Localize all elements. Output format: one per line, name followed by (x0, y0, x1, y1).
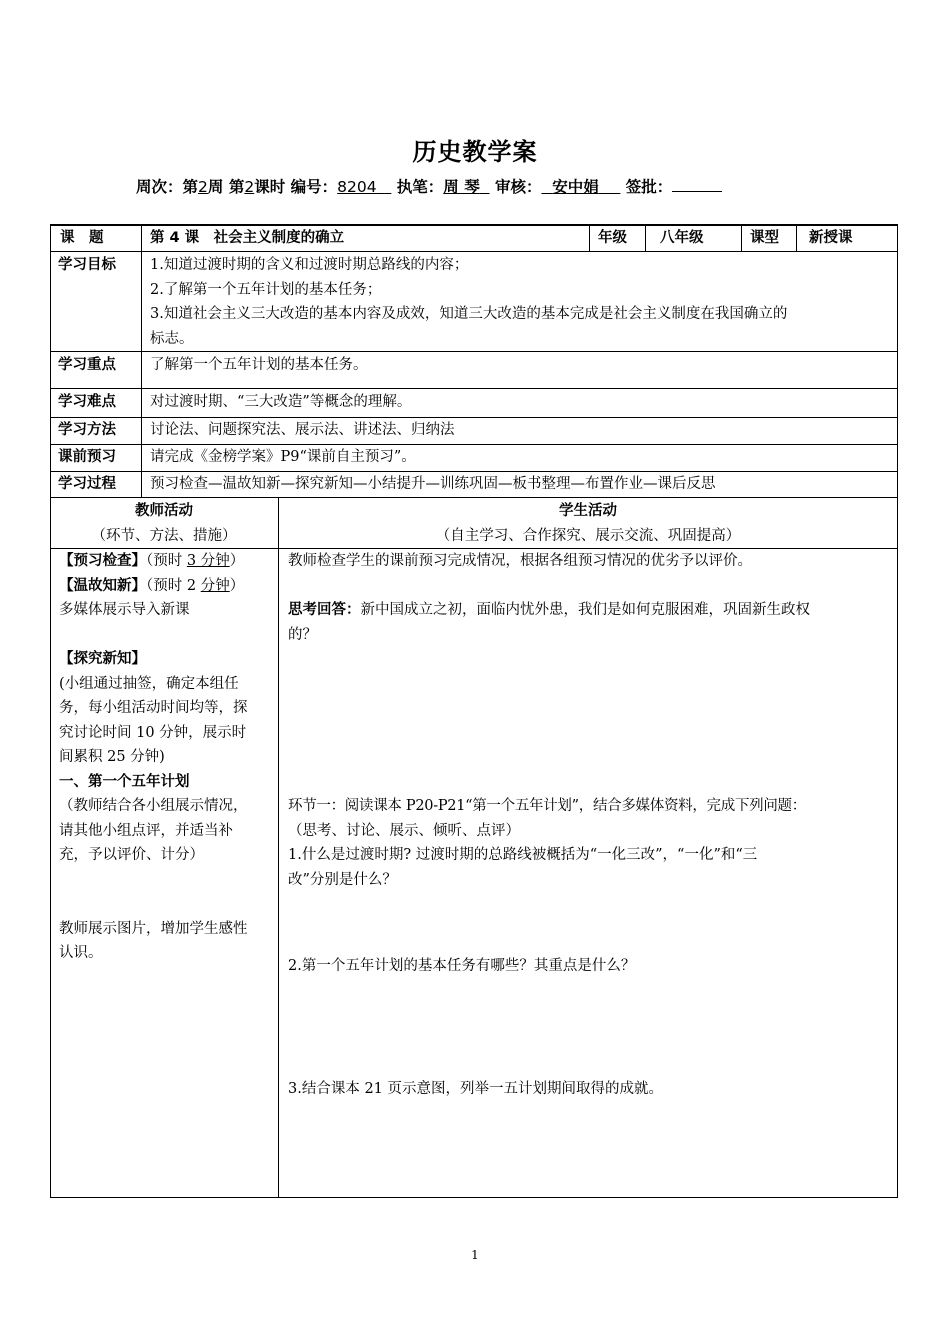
question-2: 2.第一个五年计划的基本任务有哪些？其重点是什么？ (288, 958, 636, 974)
explore-note: (小组通过抽签，确定本组任 务，每小组活动时间均等，探 究讨论时间 10 分钟，展示时 间累积 25 分钟) (59, 675, 248, 765)
method-value: 讨论法、问题探究法、展示法、讲述法、归纳法 (150, 422, 455, 438)
objective-item: 2.了解第一个五年计划的基本任务； (150, 281, 382, 298)
teacher-activity-title: 教师活动 (135, 503, 193, 519)
difficulty-label: 学习难点 (58, 394, 116, 410)
objectives-label: 学习目标 (58, 257, 116, 273)
meta-line (136, 175, 722, 197)
lesson-value: 2 (244, 178, 255, 196)
grade-label: 年级 (598, 230, 627, 246)
writer-value: 周 琴 (443, 178, 480, 196)
writer-label: 执笔： (396, 178, 444, 196)
preview-check-time: 3 分钟 (186, 553, 230, 569)
step-1-modes: （思考、讨论、展示、倾听、点评） (288, 822, 520, 839)
step-1-intro: 环节一：阅读课本 P20-P21“第一个五年计划”，结合多媒体资料，完成下列问题： (288, 798, 806, 814)
method-label: 学习方法 (58, 422, 116, 438)
media-intro: 多媒体展示导入新课 (59, 602, 190, 618)
code-value: 8204 (337, 178, 377, 196)
week-label: 周次：第 (136, 178, 199, 196)
section-1-heading: 一、第一个五年计划 (59, 773, 190, 790)
review-line: 【温故知新】（预时 2 分钟） (59, 577, 245, 594)
student-column: 教师检查学生的课前预习完成情况，根据各组预习情况的优劣予以评价。 思考回答：新中国成立之初，面临内忧外患，我们是如何克服困难，巩固新生政权 的？ 环节一：阅读课本 P20-P21“第一个五年计划”，结合多媒体资料，完成下列问题： （思考、讨论、展示、倾听、点评） 1.什么是过渡时期? 过渡时期的总路线被概括为“一化三改”，“一化”和“三 改”分别是什么？ 2.第一个五年计划的基本任务有哪些？其重点是什么？ 3.结合课本 21 页示意图，列举一五计划期间取得的成就。 (279, 549, 897, 1194)
page-number: 1 (471, 1248, 479, 1262)
key-point-label: 学习重点 (58, 357, 116, 373)
student-activity-subtitle: （自主学习、合作探究、展示交流、巩固提高） (435, 527, 741, 544)
objective-item: 标志。 (150, 330, 194, 347)
type-value: 新授课 (809, 230, 853, 246)
question-1: 1.什么是过渡时期? 过渡时期的总路线被概括为“一化三改”，“一化”和“三 (288, 847, 758, 863)
student-activity-header (279, 499, 897, 548)
topic-label: 课 题 (60, 230, 104, 246)
teacher-activity-subtitle: （环节、方法、措施） (91, 527, 237, 544)
week-value: 2 (198, 178, 208, 196)
lesson-label: 第 (228, 178, 245, 196)
section-1-note: （教师结合各小组展示情况， 请其他小组点评，并适当补 充，予以评价、计分） (59, 798, 248, 863)
difficulty-value: 对过渡时期、“三大改造”等概念的理解。 (150, 394, 412, 410)
objectives-list (142, 253, 897, 351)
grade-value: 八年级 (660, 230, 704, 246)
topic-value: 第 4 课 社会主义制度的确立 (150, 230, 345, 246)
approval-blank (672, 177, 722, 192)
reviewer-label: 审核： (494, 178, 542, 196)
teacher-column (50, 549, 278, 1194)
teacher-activity-header (50, 499, 278, 548)
review-time: 分钟 (200, 577, 230, 594)
think-question: 思考回答：新中国成立之初，面临内忧外患，我们是如何克服困难，巩固新生政权 (288, 602, 810, 618)
preview-check-line: 【预习检查】（预时 3 分钟） (59, 553, 245, 569)
lesson-unit: 课时 (254, 178, 286, 196)
code-label: 编号： (290, 178, 338, 196)
process-label: 学习过程 (58, 476, 116, 492)
student-activity-title: 学生活动 (559, 503, 617, 519)
reviewer-value: 安中娟 (552, 178, 599, 196)
preview-label: 课前预习 (58, 449, 116, 465)
type-label: 课型 (750, 230, 779, 246)
preview-check-label: 【预习检查】 (59, 553, 146, 569)
key-point-value: 了解第一个五年计划的基本任务。 (150, 357, 368, 373)
preview-value: 请完成《金榜学案》P9“课前自主预习”。 (150, 449, 416, 465)
explore-label: 【探究新知】 (59, 651, 146, 667)
approval-label: 签批： (625, 178, 673, 196)
week-unit: 周 (207, 178, 224, 196)
page-title: 历史教学案 (412, 138, 538, 166)
check-text: 教师检查学生的课前预习完成情况，根据各组预习情况的优劣予以评价。 (288, 553, 752, 569)
review-label: 【温故知新】 (59, 577, 146, 594)
question-3: 3.结合课本 21 页示意图，列举一五计划期间取得的成就。 (288, 1080, 664, 1097)
picture-note: 教师展示图片，增加学生感性 认识。 (59, 920, 248, 961)
objective-item: 3.知道社会主义三大改造的基本内容及成效，知道三大改造的基本完成是社会主义制度在我国确立的 (150, 306, 788, 322)
process-value: 预习检查—温故知新—探究新知—小结提升—训练巩固—板书整理—布置作业—课后反思 (150, 476, 716, 492)
think-label: 思考回答： (288, 602, 361, 618)
objective-item: 1.知道过渡时期的含义和过渡时期总路线的内容； (150, 257, 469, 273)
